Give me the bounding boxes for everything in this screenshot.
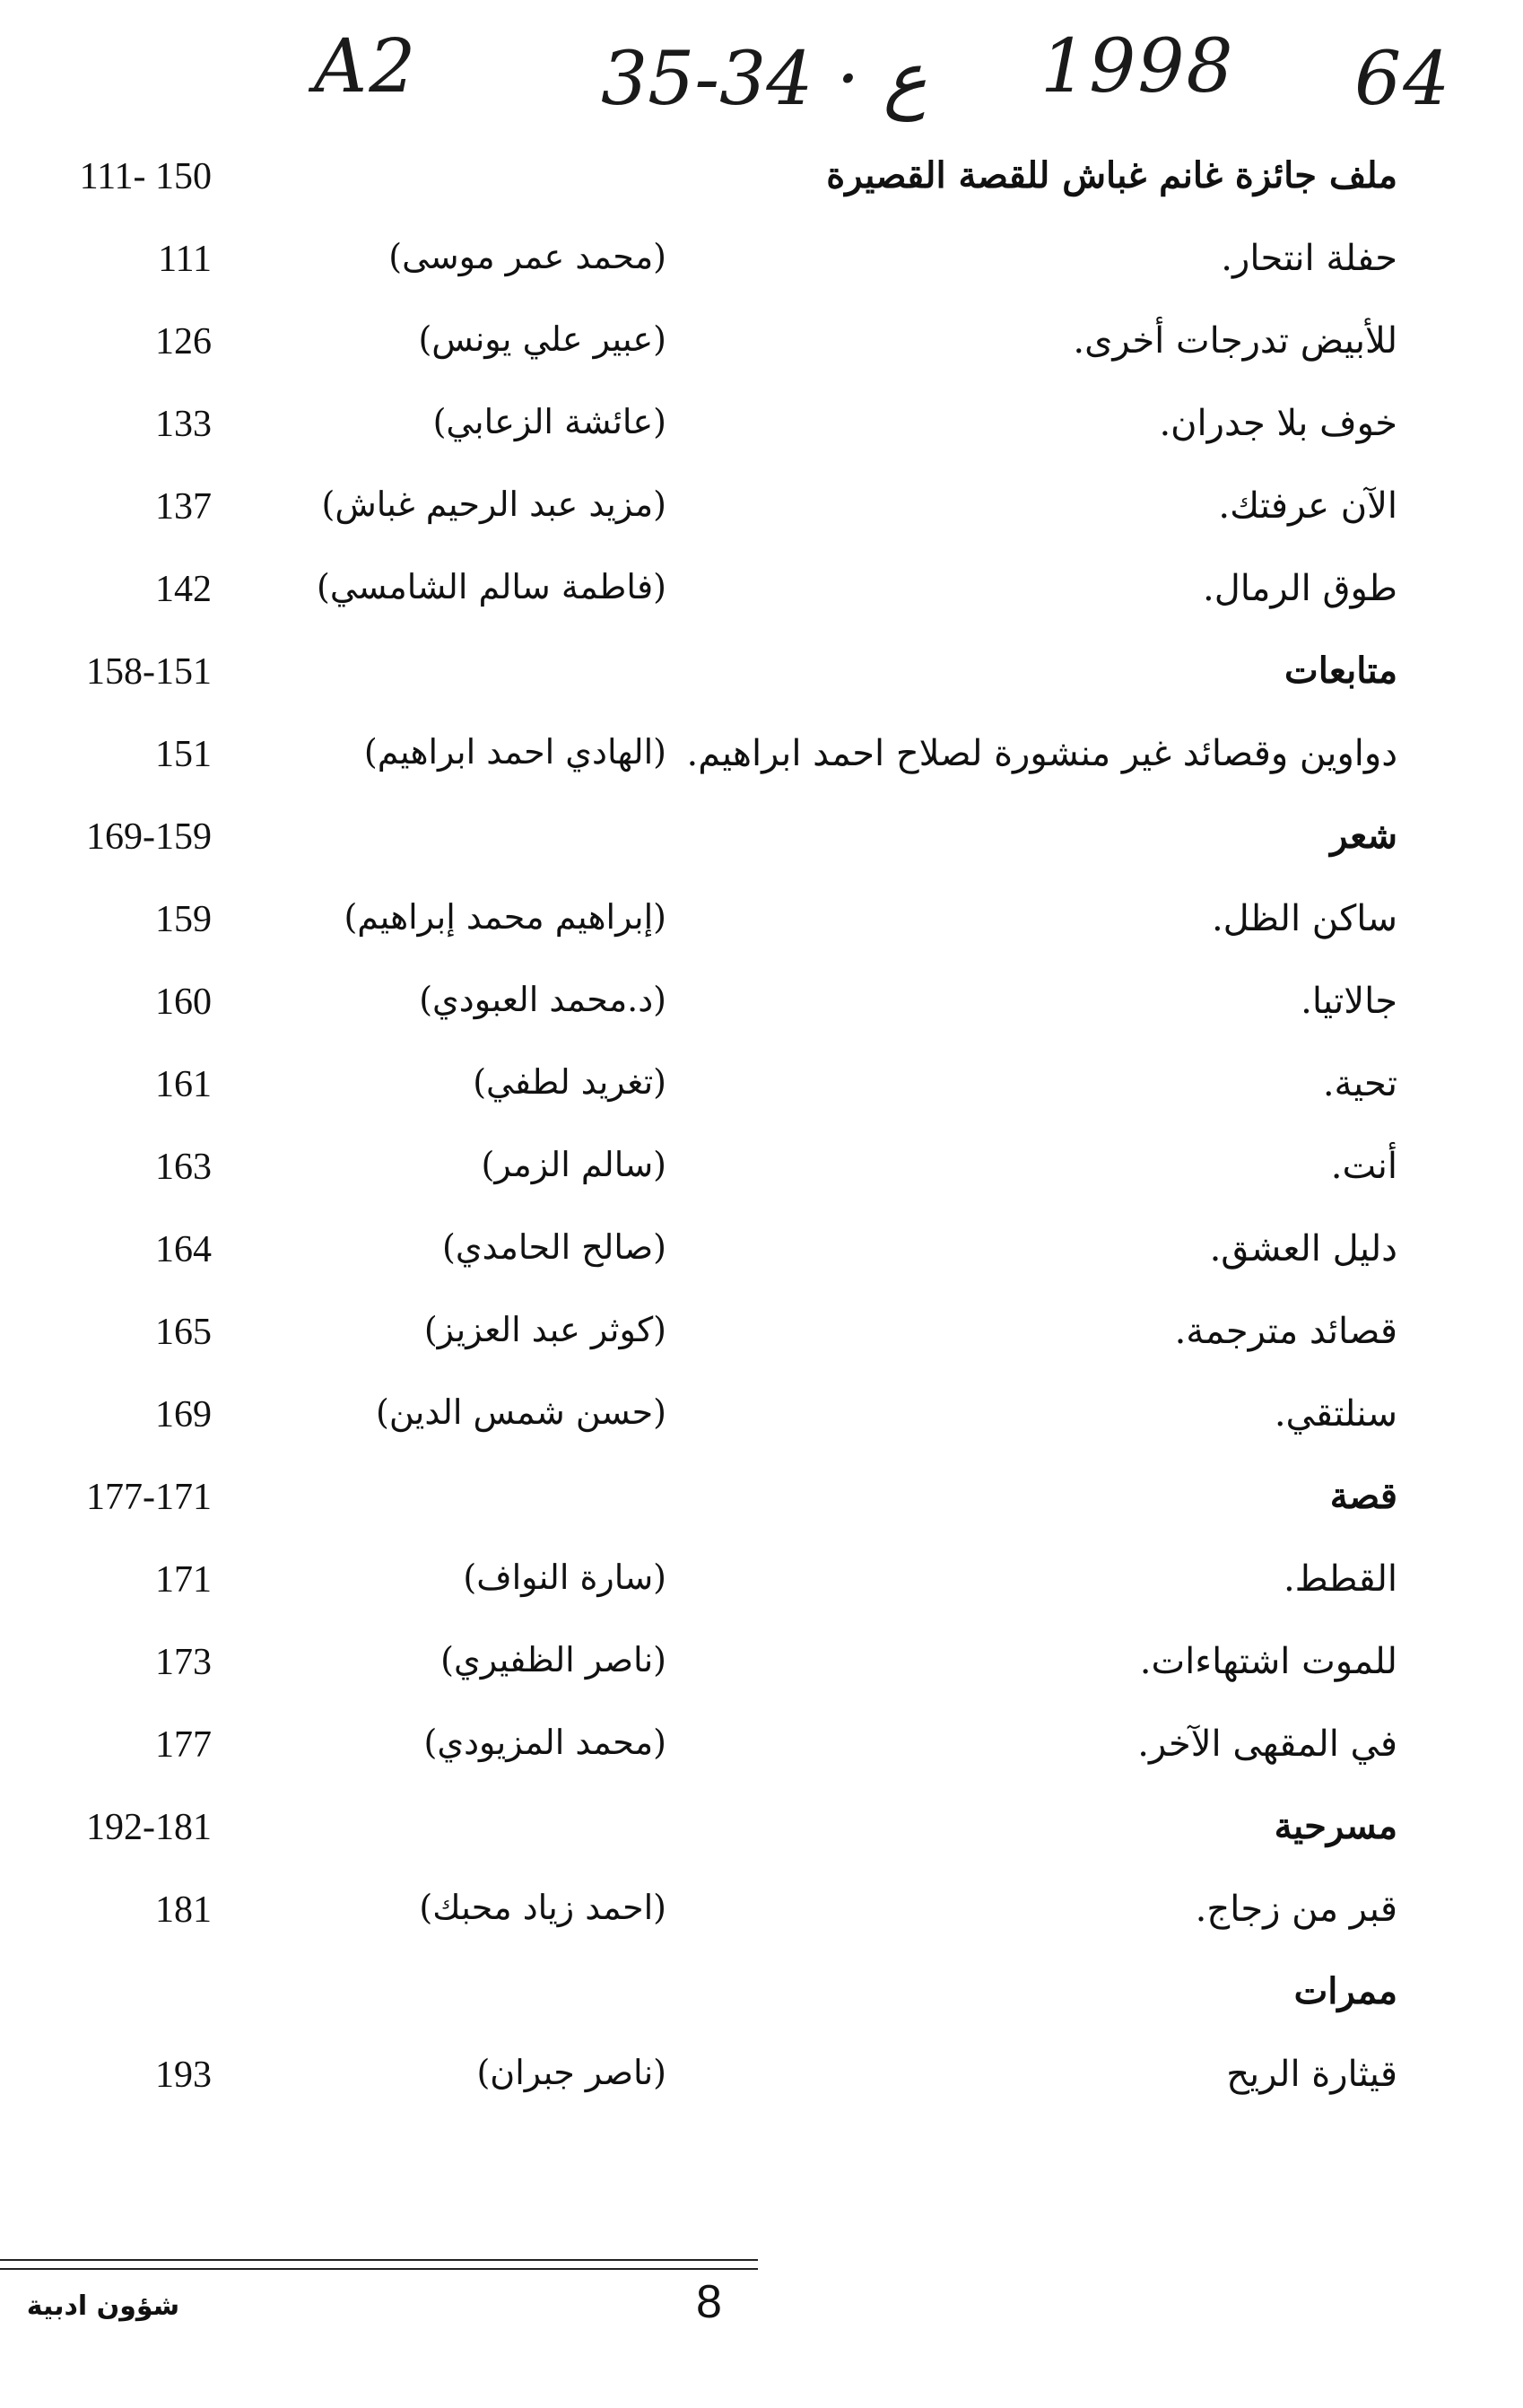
toc-page-range: 193 — [155, 2055, 212, 2096]
toc-section-row — [0, 1958, 1523, 2040]
table-of-contents — [0, 142, 1523, 2123]
toc-entry-row — [0, 1050, 1523, 1132]
toc-entry-author: (احمد زياد محبك) — [419, 1888, 666, 1927]
toc-entry-author: (إبراهيم محمد إبراهيم) — [344, 897, 666, 937]
footer-divider — [0, 2259, 758, 2261]
toc-entry-row — [0, 2040, 1523, 2123]
footer-divider — [0, 2268, 758, 2270]
toc-section-row — [0, 802, 1523, 885]
toc-page-range: 164 — [155, 1229, 212, 1270]
toc-entry-row — [0, 1875, 1523, 1958]
toc-section-title: شعر — [1330, 815, 1397, 857]
toc-entry-title: قيثارة الريح — [1226, 2054, 1397, 2095]
toc-page-range: 126 — [155, 321, 212, 362]
toc-page-range: 111- 150 — [79, 156, 212, 197]
toc-page-range: 159 — [155, 899, 212, 940]
toc-entry-row — [0, 554, 1523, 637]
toc-section-title: متابعات — [1284, 650, 1397, 692]
toc-section-row — [0, 142, 1523, 224]
toc-entry-author: (سالم الزمر) — [481, 1145, 666, 1184]
toc-entry-row — [0, 307, 1523, 389]
toc-entry-title: الآن عرفتك. — [1218, 485, 1397, 527]
toc-section-title: ممرات — [1293, 1970, 1397, 2012]
toc-entry-title: حفلة انتحار. — [1221, 238, 1397, 279]
toc-entry-author: (ناصر جبران) — [476, 2053, 666, 2092]
handwritten-page: 64 — [1354, 37, 1452, 122]
toc-entry-author: (محمد عمر موسى) — [388, 237, 666, 276]
toc-section-title: قصة — [1329, 1475, 1397, 1517]
toc-page-range: 173 — [155, 1642, 212, 1683]
toc-entry-row — [0, 1380, 1523, 1462]
toc-page-range: 181 — [155, 1889, 212, 1931]
toc-entry-title: تحية. — [1322, 1063, 1397, 1104]
toc-entry-author: (الهادي احمد ابراهيم) — [363, 732, 666, 772]
toc-entry-author: (د.محمد العبودي) — [419, 980, 666, 1019]
toc-entry-title: دواوين وقصائد غير منشورة لصلاح احمد ابراهيم. — [686, 733, 1397, 774]
toc-entry-author: (صالح الحامدي) — [442, 1227, 666, 1267]
toc-entry-row — [0, 885, 1523, 967]
toc-entry-author: (سارة النواف) — [463, 1557, 666, 1597]
toc-entry-title: القطط. — [1283, 1558, 1397, 1600]
toc-entry-author: (عائشة الزعابي) — [432, 402, 666, 441]
toc-entry-author: (محمد المزيودي) — [423, 1723, 666, 1762]
toc-page-range: 165 — [155, 1312, 212, 1353]
toc-page-range: 169-159 — [86, 816, 212, 858]
toc-page-range: 161 — [155, 1064, 212, 1105]
toc-entry-author: (كوثر عبد العزيز) — [423, 1310, 666, 1349]
toc-entry-row — [0, 967, 1523, 1050]
toc-page-range: 177 — [155, 1724, 212, 1766]
toc-entry-author: (حسن شمس الدين) — [376, 1392, 666, 1432]
toc-entry-title: جالاتيا. — [1301, 981, 1397, 1022]
toc-page-range: 111 — [158, 239, 212, 280]
handwritten-annotation — [296, 18, 1498, 144]
handwritten-code: 35-34 · ع — [601, 37, 927, 122]
toc-entry-author: (مزيد عبد الرحيم غباش) — [321, 484, 666, 524]
toc-page-range: 192-181 — [86, 1807, 212, 1848]
toc-entry-author: (تغريد لطفي) — [473, 1062, 666, 1102]
toc-entry-author: (فاطمة سالم الشامسي) — [317, 567, 666, 606]
toc-entry-row — [0, 224, 1523, 307]
toc-entry-title: قصائد مترجمة. — [1174, 1311, 1397, 1352]
toc-entry-title: سنلتقي. — [1274, 1393, 1397, 1435]
toc-entry-title: أنت. — [1330, 1146, 1397, 1187]
toc-entry-row — [0, 1710, 1523, 1793]
toc-entry-author: (ناصر الظفيري) — [440, 1640, 666, 1679]
toc-page-range: 163 — [155, 1147, 212, 1188]
toc-page-range: 137 — [155, 486, 212, 528]
toc-entry-row — [0, 472, 1523, 554]
handwritten-label: A2 — [314, 24, 418, 109]
toc-section-row — [0, 1462, 1523, 1545]
toc-page-range: 171 — [155, 1559, 212, 1601]
journal-name: شؤون ادبية — [26, 2290, 180, 2322]
toc-entry-title: خوف بلا جدران. — [1159, 403, 1397, 444]
toc-entry-title: للأبيض تدرجات أخرى. — [1073, 320, 1397, 362]
toc-page-range: 177-171 — [86, 1477, 212, 1518]
toc-page-range: 160 — [155, 982, 212, 1023]
toc-entry-row — [0, 1627, 1523, 1710]
toc-page-range: 158-151 — [86, 651, 212, 693]
toc-page-range: 142 — [155, 569, 212, 610]
toc-entry-title: ساكن الظل. — [1211, 898, 1397, 939]
toc-section-row — [0, 637, 1523, 720]
toc-page-range: 169 — [155, 1394, 212, 1435]
toc-page-range: 133 — [155, 404, 212, 445]
toc-entry-title: طوق الرمال. — [1202, 568, 1397, 609]
toc-entry-row — [0, 720, 1523, 802]
toc-section-row — [0, 1793, 1523, 1875]
toc-entry-row — [0, 1215, 1523, 1297]
toc-page-range: 151 — [155, 734, 212, 775]
toc-entry-title: للموت اشتهاءات. — [1139, 1641, 1397, 1682]
toc-entry-row — [0, 1132, 1523, 1215]
handwritten-year: 1998 — [1040, 24, 1235, 109]
toc-entry-title: دليل العشق. — [1209, 1228, 1397, 1269]
page-number: 8 — [696, 2276, 722, 2328]
toc-entry-row — [0, 389, 1523, 472]
toc-entry-title: في المقهى الآخر. — [1137, 1723, 1397, 1765]
toc-entry-author: (عبير علي يونس) — [418, 319, 666, 359]
toc-section-title: مسرحية — [1274, 1805, 1397, 1847]
toc-entry-title: قبر من زجاج. — [1195, 1889, 1397, 1930]
toc-entry-row — [0, 1545, 1523, 1627]
toc-section-title: ملف جائزة غانم غباش للقصة القصيرة — [826, 154, 1397, 196]
toc-entry-row — [0, 1297, 1523, 1380]
